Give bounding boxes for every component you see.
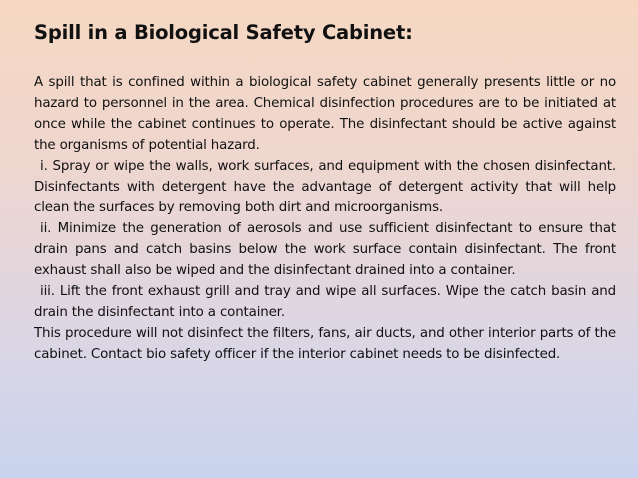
closing-paragraph: This procedure will not disinfect the filters, fans, air ducts, and other interior parts of the cabinet. Contact bio safety officer if the interior cabinet needs to be disinfected.: [34, 325, 616, 362]
slide-title: Spill in a Biological Safety Cabinet:: [34, 21, 413, 44]
step-i-paragraph: i. Spray or wipe the walls, work surfaces, and equipment with the chosen disinfectant. Disinfectants with detergent have the advantage of detergent activity that will help clean the surfaces by removing both dirt and microorganisms.: [34, 158, 616, 216]
step-ii-paragraph: ii. Minimize the generation of aerosols and use sufficient disinfectant to ensure that drain pans and catch basins below the work surface contain disinfectant. The front exhaust shall also be wiped and the disinfectant drained into a container.: [34, 221, 616, 279]
intro-paragraph: A spill that is confined within a biological safety cabinet generally presents little or no hazard to personnel in the area. Chemical disinfection procedures are to be initiated at once while the cabinet continues to operate. The disinfectant should be active against the organisms of potential hazard.: [34, 75, 616, 153]
step-iii-paragraph: iii. Lift the front exhaust grill and tray and wipe all surfaces. Wipe the catch basin and drain the disinfectant into a container.: [34, 284, 616, 320]
slide-body: [34, 73, 616, 366]
